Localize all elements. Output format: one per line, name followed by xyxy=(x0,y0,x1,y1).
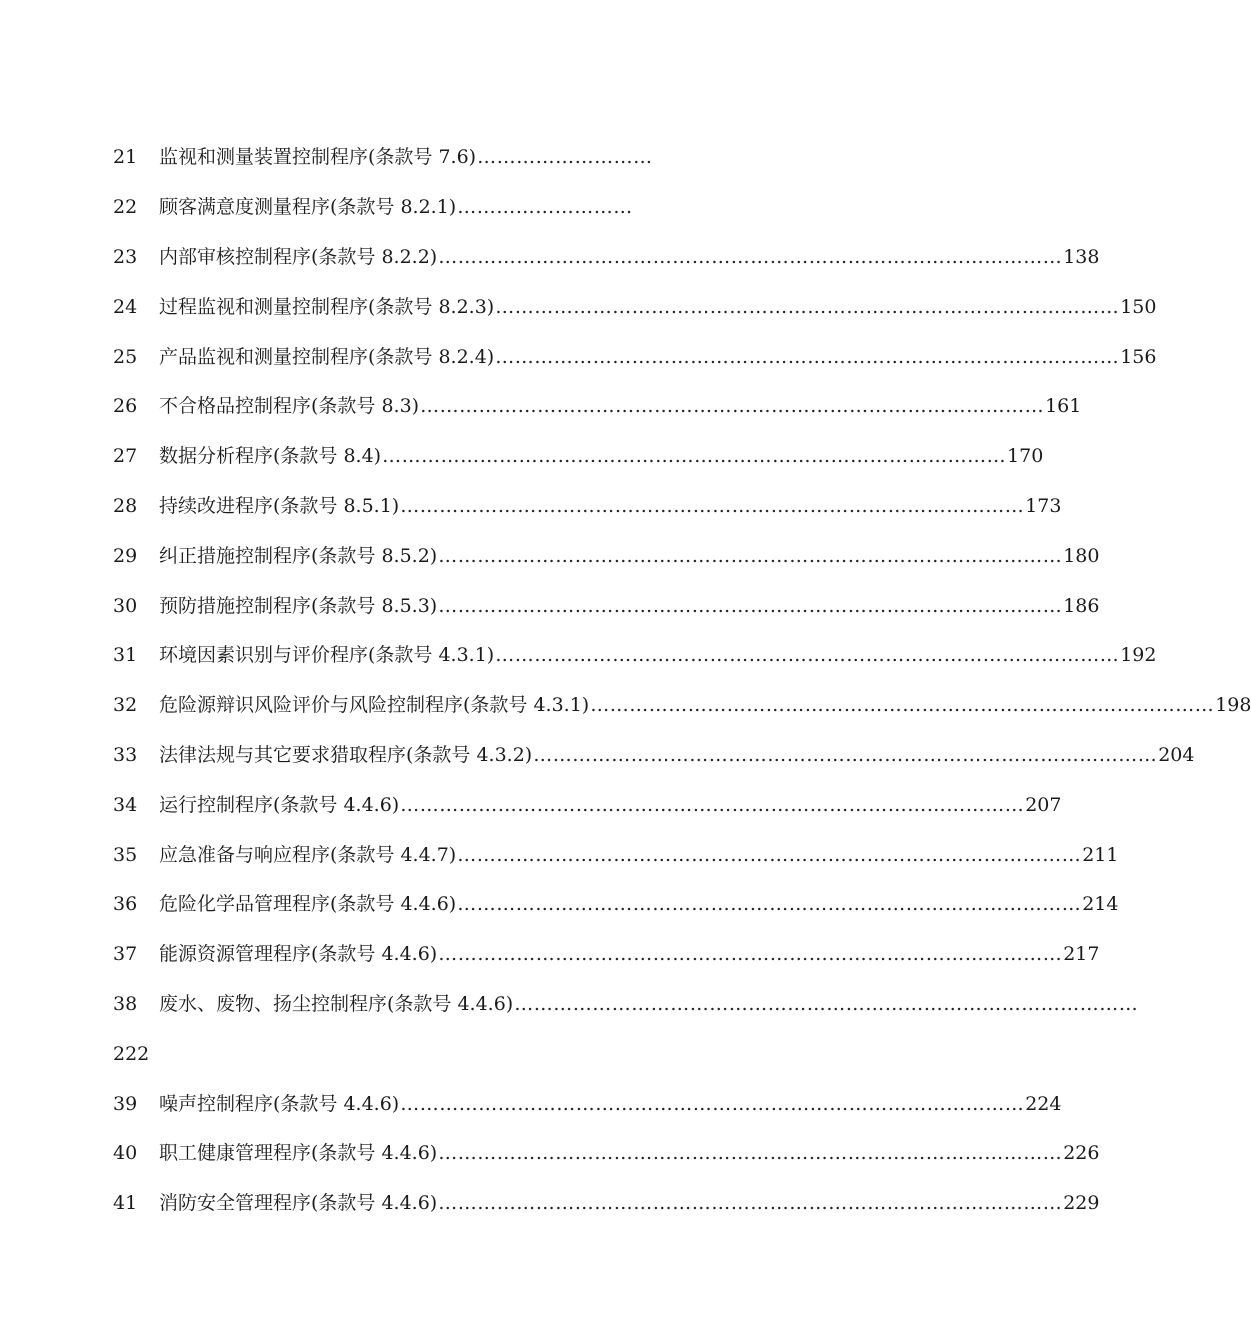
toc-leader-dots: …………………………………………………………………………………… xyxy=(400,494,1025,517)
toc-entry-33[interactable] xyxy=(113,731,1195,781)
toc-entry-page: 214 xyxy=(1082,893,1119,916)
toc-entry-number: 30 xyxy=(113,594,138,617)
toc-entry-number: 23 xyxy=(113,245,138,268)
toc-leader-dots: …………………………………………………………………………………… xyxy=(438,245,1063,268)
toc-entry-page: 170 xyxy=(1007,445,1044,468)
toc-wrapped-page: 222 xyxy=(113,1042,150,1065)
toc-entry-title: 运行控制程序(条款号 4.4.6) xyxy=(159,793,400,816)
toc-entry-title: 法律法规与其它要求猎取程序(条款号 4.3.2) xyxy=(159,743,533,766)
toc-leader-dots: …………………………………………………………………………………… xyxy=(514,992,1139,1015)
toc-entry-number: 26 xyxy=(113,395,138,418)
toc-leader-dots: …………………………………………………………………………………… xyxy=(495,644,1120,667)
toc-entry-number: 28 xyxy=(113,494,138,517)
toc-entry-22[interactable] xyxy=(113,183,861,233)
toc-leader-dots: ……………………… xyxy=(477,146,653,169)
toc-leader-dots: …………………………………………………………………………………… xyxy=(438,1192,1063,1215)
toc-entry-35[interactable] xyxy=(113,830,1119,880)
toc-entry-34[interactable] xyxy=(113,780,1062,830)
toc-entry-40[interactable] xyxy=(113,1129,1100,1179)
toc-entry-41[interactable] xyxy=(113,1179,1100,1229)
toc-entry-page: 186 xyxy=(1063,594,1100,617)
toc-entry-37[interactable] xyxy=(113,930,1100,980)
toc-entry-title: 持续改进程序(条款号 8.5.1) xyxy=(159,494,400,517)
toc-entry-title: 危险源辩识风险评价与风险控制程序(条款号 4.3.1) xyxy=(159,694,590,717)
toc-leader-dots: …………………………………………………………………………………… xyxy=(533,743,1158,766)
toc-leader-dots: …………………………………………………………………………………… xyxy=(420,395,1045,418)
toc-entry-38[interactable] xyxy=(113,980,1139,1030)
toc-entry-title: 内部审核控制程序(条款号 8.2.2) xyxy=(159,245,438,268)
toc-entry-title: 危险化学品管理程序(条款号 4.4.6) xyxy=(159,893,457,916)
toc-entry-title: 职工健康管理程序(条款号 4.4.6) xyxy=(159,1142,438,1165)
toc-entry-29[interactable] xyxy=(113,531,1100,581)
toc-entry-number: 25 xyxy=(113,345,138,368)
toc-entry-number: 38 xyxy=(113,992,138,1015)
toc-entry-38-page-wrap[interactable] xyxy=(113,1029,861,1079)
toc-leader-dots: …………………………………………………………………………………… xyxy=(590,694,1215,717)
toc-entry-number: 40 xyxy=(113,1142,138,1165)
toc-entry-23[interactable] xyxy=(113,233,1100,283)
toc-entry-title: 应急准备与响应程序(条款号 4.4.7) xyxy=(159,843,457,866)
toc-entry-page: 211 xyxy=(1082,843,1119,866)
toc-entry-number: 32 xyxy=(113,694,138,717)
toc-entry-title: 数据分析程序(条款号 8.4) xyxy=(159,445,382,468)
toc-entry-39[interactable] xyxy=(113,1079,1062,1129)
toc-entry-page: 198 xyxy=(1215,694,1251,717)
toc-entry-number: 33 xyxy=(113,743,138,766)
toc-entry-title: 能源资源管理程序(条款号 4.4.6) xyxy=(159,943,438,966)
toc-entry-36[interactable] xyxy=(113,880,1119,930)
toc-entry-28[interactable] xyxy=(113,482,1062,532)
toc-entry-page: 204 xyxy=(1158,743,1195,766)
toc-leader-dots: …………………………………………………………………………………… xyxy=(400,793,1025,816)
toc-entry-page: 229 xyxy=(1063,1192,1100,1215)
toc-entry-page: 150 xyxy=(1120,295,1157,318)
toc-entry-number: 27 xyxy=(113,445,138,468)
toc-leader-dots: …………………………………………………………………………………… xyxy=(495,295,1120,318)
toc-entry-27[interactable] xyxy=(113,432,1044,482)
toc-entry-title: 不合格品控制程序(条款号 8.3) xyxy=(159,395,420,418)
toc-entry-26[interactable] xyxy=(113,382,1082,432)
toc-entry-title: 噪声控制程序(条款号 4.4.6) xyxy=(159,1092,400,1115)
toc-entry-page: 156 xyxy=(1120,345,1157,368)
toc-leader-dots: …………………………………………………………………………………… xyxy=(438,594,1063,617)
toc-entry-page: 180 xyxy=(1063,544,1100,567)
toc-leader-dots: …………………………………………………………………………………… xyxy=(438,544,1063,567)
toc-entry-page: 173 xyxy=(1025,494,1062,517)
toc-entry-page: 226 xyxy=(1063,1142,1100,1165)
toc-leader-dots: ……………………… xyxy=(457,196,633,219)
toc-entry-title: 纠正措施控制程序(条款号 8.5.2) xyxy=(159,544,438,567)
toc-entry-number: 37 xyxy=(113,943,138,966)
toc-entry-title: 废水、废物、扬尘控制程序(条款号 4.4.6) xyxy=(159,992,514,1015)
toc-entry-page: 217 xyxy=(1063,943,1100,966)
toc-entry-30[interactable] xyxy=(113,581,1100,631)
table-of-contents xyxy=(113,133,1251,1229)
toc-entry-number: 21 xyxy=(113,146,138,169)
toc-entry-page: 138 xyxy=(1063,245,1100,268)
toc-leader-dots: …………………………………………………………………………………… xyxy=(495,345,1120,368)
toc-entry-number: 35 xyxy=(113,843,138,866)
toc-leader-dots: …………………………………………………………………………………… xyxy=(438,943,1063,966)
toc-entry-32[interactable] xyxy=(113,681,1251,731)
toc-entry-21[interactable] xyxy=(113,133,861,183)
toc-entry-number: 29 xyxy=(113,544,138,567)
toc-leader-dots: …………………………………………………………………………………… xyxy=(400,1092,1025,1115)
toc-entry-number: 34 xyxy=(113,793,138,816)
toc-entry-page: 224 xyxy=(1025,1092,1062,1115)
toc-entry-title: 预防措施控制程序(条款号 8.5.3) xyxy=(159,594,438,617)
toc-entry-number: 41 xyxy=(113,1192,138,1215)
toc-entry-title: 产品监视和测量控制程序(条款号 8.2.4) xyxy=(159,345,495,368)
toc-entry-number: 39 xyxy=(113,1092,138,1115)
toc-leader-dots: …………………………………………………………………………………… xyxy=(457,843,1082,866)
toc-entry-title: 顾客满意度测量程序(条款号 8.2.1) xyxy=(159,196,457,219)
toc-entry-24[interactable] xyxy=(113,282,1157,332)
toc-entry-title: 消防安全管理程序(条款号 4.4.6) xyxy=(159,1192,438,1215)
toc-entry-page: 161 xyxy=(1045,395,1082,418)
toc-leader-dots: …………………………………………………………………………………… xyxy=(382,445,1007,468)
toc-entry-title: 环境因素识别与评价程序(条款号 4.3.1) xyxy=(159,644,495,667)
toc-entry-title: 监视和测量装置控制程序(条款号 7.6) xyxy=(159,146,477,169)
toc-leader-dots: …………………………………………………………………………………… xyxy=(438,1142,1063,1165)
toc-entry-page: 207 xyxy=(1025,793,1062,816)
toc-entry-number: 36 xyxy=(113,893,138,916)
toc-entry-number: 31 xyxy=(113,644,138,667)
toc-entry-number: 24 xyxy=(113,295,138,318)
toc-leader-dots: …………………………………………………………………………………… xyxy=(457,893,1082,916)
toc-entry-page: 192 xyxy=(1120,644,1157,667)
toc-entry-number: 22 xyxy=(113,196,138,219)
toc-entry-title: 过程监视和测量控制程序(条款号 8.2.3) xyxy=(159,295,495,318)
toc-entry-25[interactable] xyxy=(113,332,1157,382)
toc-entry-31[interactable] xyxy=(113,631,1157,681)
